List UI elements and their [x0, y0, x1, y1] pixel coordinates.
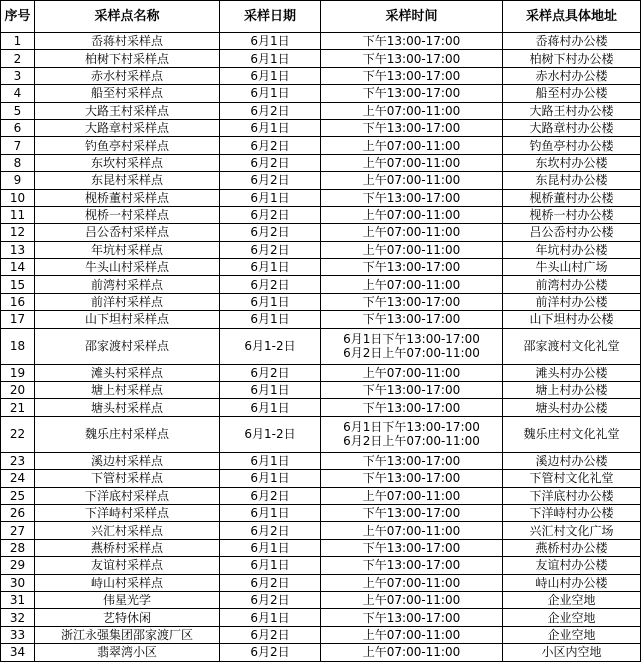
table-row [1, 154, 641, 171]
cell-site-name: 赤水村采样点 [35, 67, 220, 84]
time-line: 上午07:00-11:00 [362, 575, 461, 590]
cell-index: 4 [1, 85, 35, 102]
cell-address: 前湾村办公楼 [503, 276, 641, 293]
cell-index: 19 [1, 364, 35, 381]
cell-site-name: 兴汇村采样点 [35, 522, 220, 539]
cell-time [321, 276, 503, 293]
cell-address: 吕公岙村办公楼 [503, 224, 641, 241]
cell-date: 6月1日 [220, 452, 321, 469]
table-row [1, 206, 641, 223]
cell-index: 20 [1, 382, 35, 399]
cell-index: 29 [1, 557, 35, 574]
cell-time [321, 452, 503, 469]
cell-address: 邵家渡村文化礼堂 [503, 328, 641, 364]
cell-time [321, 311, 503, 328]
cell-index: 28 [1, 539, 35, 556]
cell-date: 6月1-2日 [220, 328, 321, 364]
cell-site-name: 枧桥董村采样点 [35, 189, 220, 206]
cell-index: 10 [1, 189, 35, 206]
cell-address: 大路王村办公楼 [503, 102, 641, 119]
cell-index: 15 [1, 276, 35, 293]
cell-date: 6月1日 [220, 259, 321, 276]
cell-date: 6月1日 [220, 50, 321, 67]
time-line: 下午13:00-17:00 [362, 68, 461, 83]
time-line: 上午07:00-11:00 [362, 645, 461, 660]
time-line: 上午07:00-11:00 [362, 103, 461, 118]
cell-site-name: 岙蒋村采样点 [35, 33, 220, 50]
cell-site-name: 前洋村采样点 [35, 293, 220, 310]
cell-index: 26 [1, 504, 35, 521]
table-row [1, 626, 641, 643]
table-row [1, 574, 641, 591]
cell-date: 6月1日 [220, 85, 321, 102]
time-line: 下午13:00-17:00 [362, 454, 461, 468]
table-row [1, 50, 641, 67]
cell-time [321, 119, 503, 136]
cell-time [321, 259, 503, 276]
cell-site-name: 东坎村采样点 [35, 154, 220, 171]
cell-site-name: 邵家渡村采样点 [35, 328, 220, 364]
cell-site-name: 前湾村采样点 [35, 276, 220, 293]
cell-date: 6月1日 [220, 311, 321, 328]
time-line: 上午07:00-11:00 [362, 208, 461, 223]
cell-date: 6月1日 [220, 504, 321, 521]
cell-date: 6月2日 [220, 591, 321, 608]
time-line: 上午07:00-11:00 [362, 225, 461, 240]
cell-date: 6月2日 [220, 644, 321, 661]
cell-time [321, 293, 503, 310]
cell-date: 6月1-2日 [220, 416, 321, 452]
cell-site-name: 柏树下村采样点 [35, 50, 220, 67]
cell-time [321, 557, 503, 574]
table-row [1, 328, 641, 364]
cell-site-name: 下洋峙村采样点 [35, 504, 220, 521]
time-line: 上午07:00-11:00 [362, 277, 461, 292]
time-line: 上午07:00-11:00 [362, 627, 461, 642]
table-row [1, 504, 641, 521]
time-line: 上午07:00-11:00 [362, 242, 461, 257]
time-line: 6月1日下午13:00-17:00 [343, 420, 480, 435]
table-row [1, 85, 641, 102]
time-line: 下午13:00-17:00 [362, 190, 461, 205]
time-line: 下午13:00-17:00 [362, 312, 461, 327]
table-row [1, 591, 641, 608]
cell-index: 3 [1, 67, 35, 84]
table-row [1, 224, 641, 241]
time-line: 下午13:00-17:00 [362, 260, 461, 275]
cell-index: 21 [1, 399, 35, 416]
cell-time [321, 172, 503, 189]
cell-site-name: 牛头山村采样点 [35, 259, 220, 276]
cell-time [321, 487, 503, 504]
cell-time [321, 85, 503, 102]
cell-time [321, 591, 503, 608]
cell-address: 年坑村办公楼 [503, 241, 641, 258]
cell-date: 6月1日 [220, 33, 321, 50]
table-row [1, 539, 641, 556]
cell-index: 14 [1, 259, 35, 276]
cell-date: 6月2日 [220, 364, 321, 381]
cell-site-name: 钓鱼亭村采样点 [35, 137, 220, 154]
time-line: 上午07:00-11:00 [362, 365, 461, 380]
cell-date: 6月2日 [220, 224, 321, 241]
cell-date: 6月1日 [220, 470, 321, 487]
cell-address: 枧桥一村办公楼 [503, 206, 641, 223]
cell-time [321, 224, 503, 241]
time-line: 上午07:00-11:00 [362, 523, 461, 538]
cell-index: 1 [1, 33, 35, 50]
time-line: 下午13:00-17:00 [362, 506, 461, 521]
cell-address: 下洋底村办公楼 [503, 487, 641, 504]
cell-address: 柏树下村办公楼 [503, 50, 641, 67]
cell-site-name: 山下坦村采样点 [35, 311, 220, 328]
table-row [1, 33, 641, 50]
header-site-name: 采样点名称 [35, 1, 220, 33]
cell-site-name: 年坑村采样点 [35, 241, 220, 258]
cell-address: 岙蒋村办公楼 [503, 33, 641, 50]
cell-date: 6月2日 [220, 102, 321, 119]
time-line: 6月2日上午07:00-11:00 [343, 434, 480, 449]
cell-date: 6月2日 [220, 241, 321, 258]
time-line: 下午13:00-17:00 [362, 471, 461, 486]
cell-index: 18 [1, 328, 35, 364]
table-header-row [1, 1, 641, 33]
cell-site-name: 翡翠湾小区 [35, 644, 220, 661]
cell-site-name: 溪边村采样点 [35, 452, 220, 469]
cell-site-name: 滩头村采样点 [35, 364, 220, 381]
cell-date: 6月1日 [220, 382, 321, 399]
cell-time [321, 539, 503, 556]
table-row [1, 487, 641, 504]
cell-index: 16 [1, 293, 35, 310]
cell-site-name: 浙江永强集团邵家渡厂区 [35, 626, 220, 643]
table-row [1, 522, 641, 539]
table-row [1, 416, 641, 452]
table-row [1, 644, 641, 661]
cell-address: 赤水村办公楼 [503, 67, 641, 84]
cell-index: 2 [1, 50, 35, 67]
cell-address: 大路章村办公楼 [503, 119, 641, 136]
cell-index: 32 [1, 609, 35, 626]
cell-date: 6月1日 [220, 539, 321, 556]
cell-index: 7 [1, 137, 35, 154]
table-row [1, 293, 641, 310]
cell-address: 东坎村办公楼 [503, 154, 641, 171]
table-row [1, 119, 641, 136]
time-line: 上午07:00-11:00 [362, 155, 461, 170]
cell-time [321, 33, 503, 50]
table-row [1, 364, 641, 381]
cell-time [321, 189, 503, 206]
cell-time [321, 574, 503, 591]
header-address: 采样点具体地址 [503, 1, 641, 33]
cell-index: 30 [1, 574, 35, 591]
table-row [1, 382, 641, 399]
cell-date: 6月2日 [220, 276, 321, 293]
cell-site-name: 峙山村采样点 [35, 574, 220, 591]
time-line: 下午13:00-17:00 [362, 121, 461, 136]
cell-site-name: 魏乐庄村采样点 [35, 416, 220, 452]
cell-index: 11 [1, 206, 35, 223]
cell-address: 下洋峙村办公楼 [503, 504, 641, 521]
table-row [1, 557, 641, 574]
time-line: 下午13:00-17:00 [362, 540, 461, 555]
cell-time [321, 206, 503, 223]
time-line: 下午13:00-17:00 [362, 34, 461, 49]
cell-address: 塘头村办公楼 [503, 399, 641, 416]
cell-index: 23 [1, 452, 35, 469]
time-line: 下午13:00-17:00 [362, 86, 461, 101]
cell-time [321, 67, 503, 84]
cell-date: 6月2日 [220, 154, 321, 171]
cell-site-name: 伟星光学 [35, 591, 220, 608]
cell-time [321, 364, 503, 381]
time-line: 下午13:00-17:00 [362, 51, 461, 66]
cell-date: 6月1日 [220, 119, 321, 136]
cell-address: 燕桥村办公楼 [503, 539, 641, 556]
cell-address: 友谊村办公楼 [503, 557, 641, 574]
cell-time [321, 626, 503, 643]
table-row [1, 241, 641, 258]
cell-time [321, 102, 503, 119]
cell-date: 6月1日 [220, 609, 321, 626]
time-line: 下午13:00-17:00 [362, 610, 461, 625]
cell-time [321, 504, 503, 521]
table-row [1, 67, 641, 84]
table-body [1, 33, 641, 662]
cell-site-name: 友谊村采样点 [35, 557, 220, 574]
cell-index: 6 [1, 119, 35, 136]
cell-address: 钓鱼亭村办公楼 [503, 137, 641, 154]
table-row [1, 470, 641, 487]
cell-date: 6月1日 [220, 189, 321, 206]
table-row [1, 452, 641, 469]
time-line: 下午13:00-17:00 [362, 383, 461, 398]
cell-index: 22 [1, 416, 35, 452]
cell-site-name: 大路章村采样点 [35, 119, 220, 136]
cell-index: 17 [1, 311, 35, 328]
cell-time [321, 154, 503, 171]
cell-time [321, 522, 503, 539]
cell-address: 塘上村办公楼 [503, 382, 641, 399]
time-line: 6月2日上午07:00-11:00 [343, 346, 480, 361]
cell-index: 34 [1, 644, 35, 661]
cell-address: 峙山村办公楼 [503, 574, 641, 591]
cell-time [321, 609, 503, 626]
cell-index: 8 [1, 154, 35, 171]
cell-date: 6月2日 [220, 206, 321, 223]
cell-address: 下管村文化礼堂 [503, 470, 641, 487]
table-row [1, 137, 641, 154]
header-time: 采样时间 [321, 1, 503, 33]
cell-site-name: 艺特休闲 [35, 609, 220, 626]
time-line: 上午07:00-11:00 [362, 138, 461, 153]
cell-time [321, 241, 503, 258]
cell-site-name: 燕桥村采样点 [35, 539, 220, 556]
time-line: 下午13:00-17:00 [362, 558, 461, 573]
cell-date: 6月2日 [220, 522, 321, 539]
cell-site-name: 下管村采样点 [35, 470, 220, 487]
time-line: 下午13:00-17:00 [362, 295, 461, 310]
cell-address: 牛头山村广场 [503, 259, 641, 276]
cell-site-name: 塘头村采样点 [35, 399, 220, 416]
cell-index: 25 [1, 487, 35, 504]
table-row [1, 102, 641, 119]
cell-date: 6月2日 [220, 137, 321, 154]
cell-address: 枧桥董村办公楼 [503, 189, 641, 206]
table-row [1, 609, 641, 626]
cell-time [321, 644, 503, 661]
cell-site-name: 枧桥一村采样点 [35, 206, 220, 223]
cell-time [321, 137, 503, 154]
table-row [1, 311, 641, 328]
cell-address: 山下坦村办公楼 [503, 311, 641, 328]
cell-date: 6月1日 [220, 557, 321, 574]
cell-site-name: 下洋底村采样点 [35, 487, 220, 504]
table-row [1, 189, 641, 206]
cell-site-name: 塘上村采样点 [35, 382, 220, 399]
header-index: 序号 [1, 1, 35, 33]
cell-address: 企业空地 [503, 626, 641, 643]
cell-index: 13 [1, 241, 35, 258]
cell-index: 31 [1, 591, 35, 608]
cell-site-name: 东昆村采样点 [35, 172, 220, 189]
cell-site-name: 船至村采样点 [35, 85, 220, 102]
cell-index: 24 [1, 470, 35, 487]
table-row [1, 172, 641, 189]
cell-index: 5 [1, 102, 35, 119]
cell-time [321, 470, 503, 487]
time-line: 上午07:00-11:00 [362, 173, 461, 188]
cell-address: 企业空地 [503, 609, 641, 626]
time-line: 6月1日下午13:00-17:00 [343, 332, 480, 347]
time-line: 上午07:00-11:00 [362, 488, 461, 503]
cell-address: 企业空地 [503, 591, 641, 608]
cell-date: 6月2日 [220, 626, 321, 643]
cell-address: 船至村办公楼 [503, 85, 641, 102]
cell-index: 9 [1, 172, 35, 189]
cell-address: 小区内空地 [503, 644, 641, 661]
cell-time [321, 382, 503, 399]
cell-date: 6月2日 [220, 574, 321, 591]
cell-time [321, 50, 503, 67]
table-row [1, 259, 641, 276]
cell-address: 前洋村办公楼 [503, 293, 641, 310]
cell-index: 27 [1, 522, 35, 539]
cell-date: 6月2日 [220, 487, 321, 504]
cell-time [321, 328, 503, 364]
cell-time [321, 399, 503, 416]
time-line: 上午07:00-11:00 [362, 593, 461, 608]
cell-site-name: 吕公岙村采样点 [35, 224, 220, 241]
cell-index: 33 [1, 626, 35, 643]
time-line: 下午13:00-17:00 [362, 400, 461, 415]
cell-address: 东昆村办公楼 [503, 172, 641, 189]
cell-address: 溪边村办公楼 [503, 452, 641, 469]
table-row [1, 276, 641, 293]
cell-date: 6月1日 [220, 293, 321, 310]
cell-site-name: 大路王村采样点 [35, 102, 220, 119]
header-date: 采样日期 [220, 1, 321, 33]
cell-date: 6月1日 [220, 399, 321, 416]
cell-time [321, 416, 503, 452]
cell-address: 魏乐庄村文化礼堂 [503, 416, 641, 452]
cell-date: 6月2日 [220, 172, 321, 189]
cell-address: 滩头村办公楼 [503, 364, 641, 381]
cell-address: 兴汇村文化广场 [503, 522, 641, 539]
cell-index: 12 [1, 224, 35, 241]
table-row [1, 399, 641, 416]
cell-date: 6月1日 [220, 67, 321, 84]
